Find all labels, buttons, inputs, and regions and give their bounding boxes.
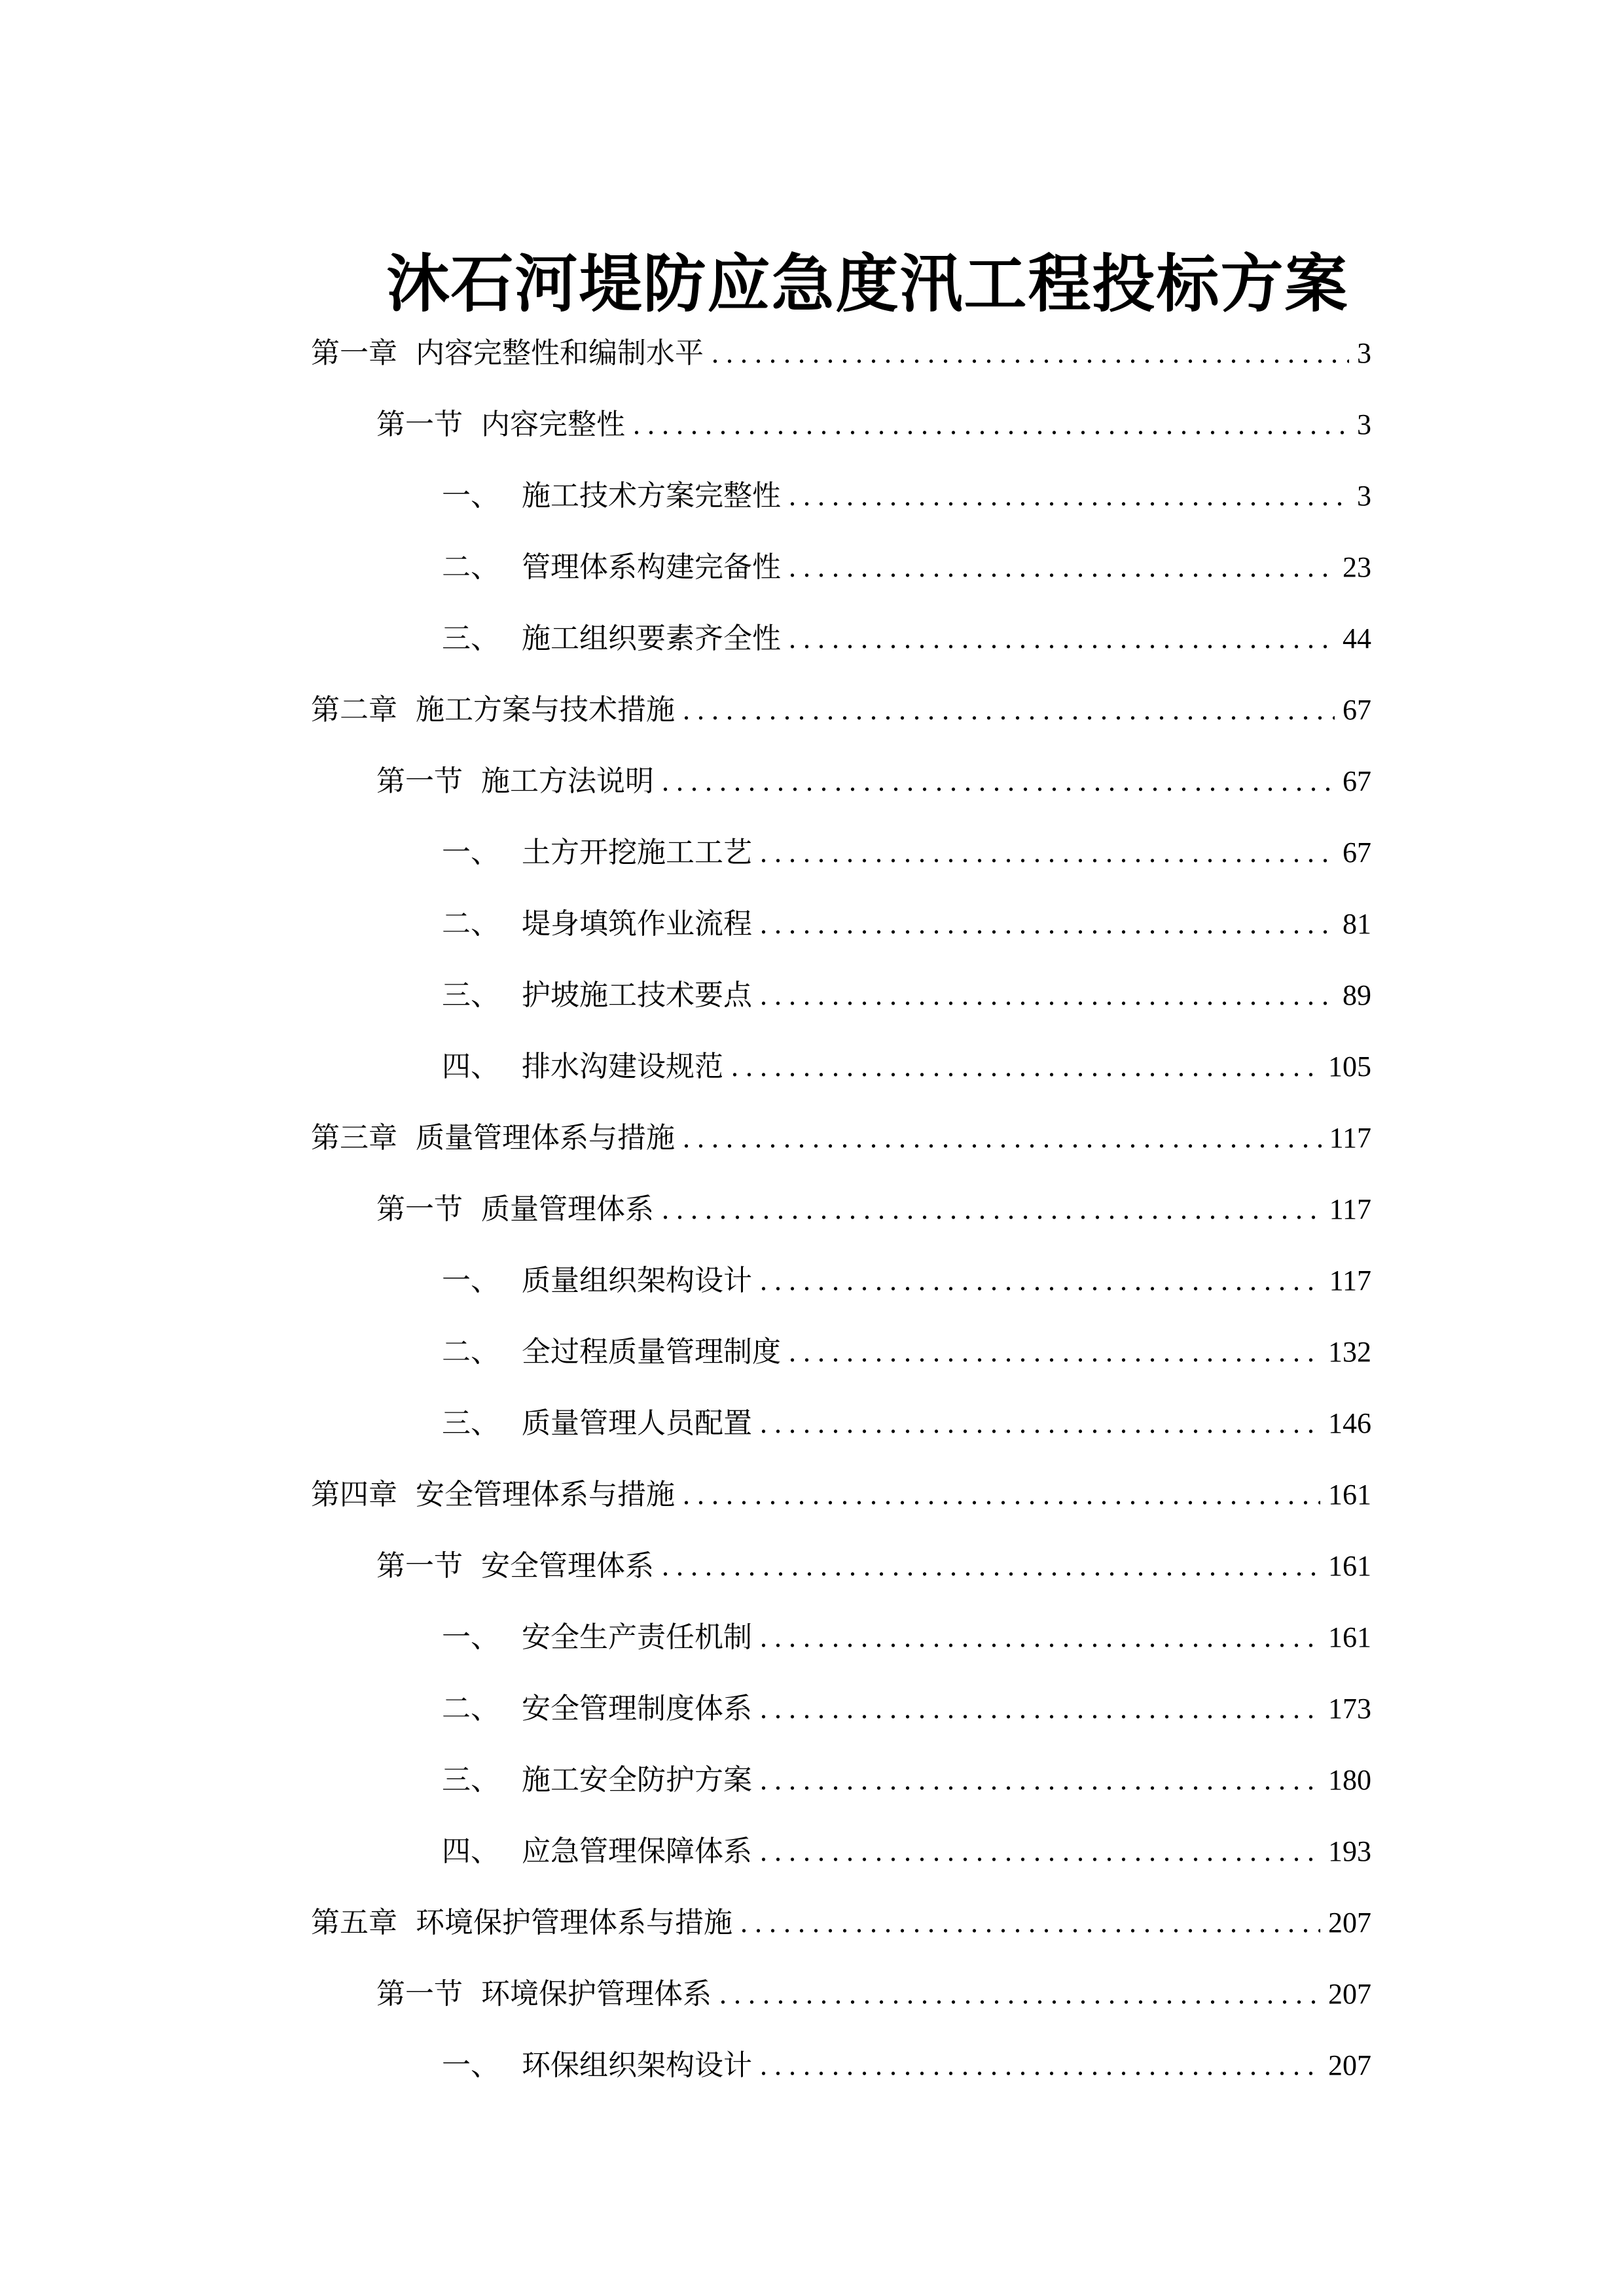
toc-entry-title: 排水沟建设规范 — [522, 1050, 723, 1083]
toc-entry-page-number: 44 — [1343, 622, 1371, 655]
toc-entry[interactable] — [442, 898, 1371, 950]
toc-entry-page-number: 117 — [1329, 1193, 1371, 1225]
toc-entry[interactable] — [311, 684, 1371, 736]
toc-entry[interactable] — [442, 827, 1371, 879]
toc-entry-page-number: 117 — [1329, 1265, 1371, 1297]
toc-entry-title: 环境保护管理体系与措施 — [416, 1906, 732, 1939]
toc-entry-page-number: 207 — [1328, 1907, 1371, 1939]
toc-entry[interactable] — [442, 1397, 1371, 1450]
toc-entry-title: 护坡施工技术要点 — [522, 978, 752, 1012]
toc-dot-leader — [760, 969, 1335, 1022]
toc-entry-title: 质量管理体系与措施 — [416, 1121, 675, 1155]
toc-entry[interactable] — [311, 1897, 1371, 1949]
toc-dot-leader — [760, 827, 1335, 879]
toc-entry[interactable] — [442, 1326, 1371, 1378]
toc-entry-number: 二、 — [442, 550, 499, 584]
toc-entry-page-number: 67 — [1343, 836, 1371, 869]
toc-entry[interactable] — [442, 1041, 1371, 1093]
toc-dot-leader — [633, 399, 1349, 451]
toc-entry-title: 施工组织要素齐全性 — [522, 622, 781, 655]
toc-dot-leader — [740, 1897, 1320, 1949]
toc-entry[interactable] — [442, 969, 1371, 1022]
toc-entry-title: 质量管理人员配置 — [522, 1407, 752, 1440]
toc-entry-title: 堤身填筑作业流程 — [522, 907, 752, 941]
toc-dot-leader — [760, 1754, 1320, 1806]
toc-dot-leader — [683, 1469, 1320, 1521]
toc-entry-page-number: 3 — [1357, 480, 1371, 512]
toc-entry-number: 第一节 — [376, 408, 463, 441]
toc-entry-number: 一、 — [442, 1264, 499, 1297]
toc-entry-number: 三、 — [442, 622, 499, 655]
toc-entry-page-number: 67 — [1343, 765, 1371, 797]
toc-entry-page-number: 105 — [1328, 1050, 1371, 1083]
toc-entry-number: 四、 — [442, 1050, 499, 1083]
toc-entry-page-number: 81 — [1343, 908, 1371, 940]
toc-dot-leader — [662, 755, 1335, 808]
toc-entry-number: 一、 — [442, 1621, 499, 1654]
toc-entry[interactable] — [442, 1255, 1371, 1307]
toc-dot-leader — [683, 684, 1335, 736]
toc-entry-page-number: 161 — [1328, 1479, 1371, 1511]
toc-entry[interactable] — [376, 399, 1371, 451]
toc-entry-page-number: 161 — [1328, 1621, 1371, 1653]
toc-entry-number: 第一节 — [376, 1977, 463, 2011]
toc-entry-title: 质量组织架构设计 — [522, 1264, 752, 1297]
toc-dot-leader — [789, 613, 1335, 665]
toc-dot-leader — [789, 470, 1349, 522]
toc-entry[interactable] — [442, 2039, 1371, 2092]
toc-entry-page-number: 67 — [1343, 694, 1371, 726]
toc-entry-title: 安全生产责任机制 — [522, 1621, 752, 1654]
toc-entry[interactable] — [376, 1540, 1371, 1592]
toc-dot-leader — [760, 898, 1335, 950]
toc-entry[interactable] — [376, 1183, 1371, 1236]
toc-entry-page-number: 161 — [1328, 1550, 1371, 1582]
toc-entry-title: 内容完整性 — [481, 408, 625, 441]
toc-dot-leader — [731, 1041, 1320, 1093]
toc-entry[interactable] — [442, 1754, 1371, 1806]
toc-entry[interactable] — [376, 1968, 1371, 2020]
toc-dot-leader — [760, 1825, 1320, 1878]
toc-entry-page-number: 146 — [1328, 1407, 1371, 1439]
toc-entry-page-number: 173 — [1328, 1693, 1371, 1725]
toc-dot-leader — [760, 1255, 1322, 1307]
toc-dot-leader — [683, 1112, 1322, 1164]
toc-dot-leader — [760, 1683, 1320, 1735]
toc-entry[interactable] — [311, 327, 1371, 380]
document-title: 沐石河堤防应急度汛工程投标方案 — [386, 247, 1349, 321]
toc-entry-number: 第五章 — [311, 1906, 397, 1939]
toc-entry[interactable] — [442, 470, 1371, 522]
toc-entry-number: 第一章 — [311, 336, 397, 370]
toc-entry-number: 三、 — [442, 1763, 499, 1797]
toc-entry-number: 一、 — [442, 836, 499, 869]
toc-entry[interactable] — [376, 755, 1371, 808]
toc-entry-title: 环保组织架构设计 — [522, 2049, 752, 2082]
toc-entry-page-number: 117 — [1329, 1122, 1371, 1154]
toc-entry-page-number: 3 — [1357, 408, 1371, 440]
toc-entry-number: 二、 — [442, 1335, 499, 1369]
toc-entry-page-number: 207 — [1328, 2049, 1371, 2081]
toc-entry-page-number: 193 — [1328, 1835, 1371, 1867]
toc-entry-page-number: 89 — [1343, 979, 1371, 1011]
toc-entry-title: 质量管理体系 — [481, 1193, 654, 1226]
toc-entry-number: 二、 — [442, 1692, 499, 1725]
toc-entry[interactable] — [442, 541, 1371, 594]
toc-dot-leader — [760, 1611, 1320, 1664]
toc-entry-title: 应急管理保障体系 — [522, 1835, 752, 1868]
toc-entry-page-number: 3 — [1357, 337, 1371, 369]
toc-entry-title: 施工方法说明 — [481, 764, 654, 798]
toc-entry-page-number: 132 — [1328, 1336, 1371, 1368]
toc-entry-number: 四、 — [442, 1835, 499, 1868]
toc-entry-number: 第四章 — [311, 1478, 397, 1511]
toc-entry-page-number: 207 — [1328, 1978, 1371, 2010]
toc-entry-title: 土方开挖施工工艺 — [522, 836, 752, 869]
toc-entry-page-number: 23 — [1343, 551, 1371, 583]
toc-entry-title: 内容完整性和编制水平 — [416, 336, 704, 370]
toc-entry-number: 一、 — [442, 479, 499, 512]
toc-entry-number: 第一节 — [376, 1549, 463, 1583]
toc-entry-number: 一、 — [442, 2049, 499, 2082]
toc-entry[interactable] — [442, 1683, 1371, 1735]
toc-entry-page-number: 180 — [1328, 1764, 1371, 1796]
toc-dot-leader — [760, 1397, 1320, 1450]
toc-entry-number: 三、 — [442, 978, 499, 1012]
toc-entry[interactable] — [311, 1469, 1371, 1521]
toc-entry[interactable] — [311, 1112, 1371, 1164]
toc-dot-leader — [712, 327, 1349, 380]
toc-entry-title: 安全管理体系 — [481, 1549, 654, 1583]
toc-dot-leader — [789, 541, 1335, 594]
toc-entry-number: 第三章 — [311, 1121, 397, 1155]
toc-entry-number: 二、 — [442, 907, 499, 941]
toc-entry-title: 管理体系构建完备性 — [522, 550, 781, 584]
toc-entry-number: 第二章 — [311, 693, 397, 726]
toc-entry-title: 施工方案与技术措施 — [416, 693, 675, 726]
toc-entry-title: 安全管理制度体系 — [522, 1692, 752, 1725]
toc-entry-title: 安全管理体系与措施 — [416, 1478, 675, 1511]
toc-entry-number: 第一节 — [376, 1193, 463, 1226]
toc-entry[interactable] — [442, 1611, 1371, 1664]
toc-entry-title: 施工安全防护方案 — [522, 1763, 752, 1797]
toc-dot-leader — [719, 1968, 1320, 2020]
toc-entry-number: 三、 — [442, 1407, 499, 1440]
toc-dot-leader — [789, 1326, 1320, 1378]
toc-dot-leader — [760, 2039, 1320, 2092]
toc-entry[interactable] — [442, 613, 1371, 665]
toc-entry[interactable] — [442, 1825, 1371, 1878]
toc-entry-title: 全过程质量管理制度 — [522, 1335, 781, 1369]
toc-entry-number: 第一节 — [376, 764, 463, 798]
toc-dot-leader — [662, 1183, 1322, 1236]
toc-entry-title: 环境保护管理体系 — [481, 1977, 712, 2011]
toc-dot-leader — [662, 1540, 1320, 1592]
toc-entry-title: 施工技术方案完整性 — [522, 479, 781, 512]
